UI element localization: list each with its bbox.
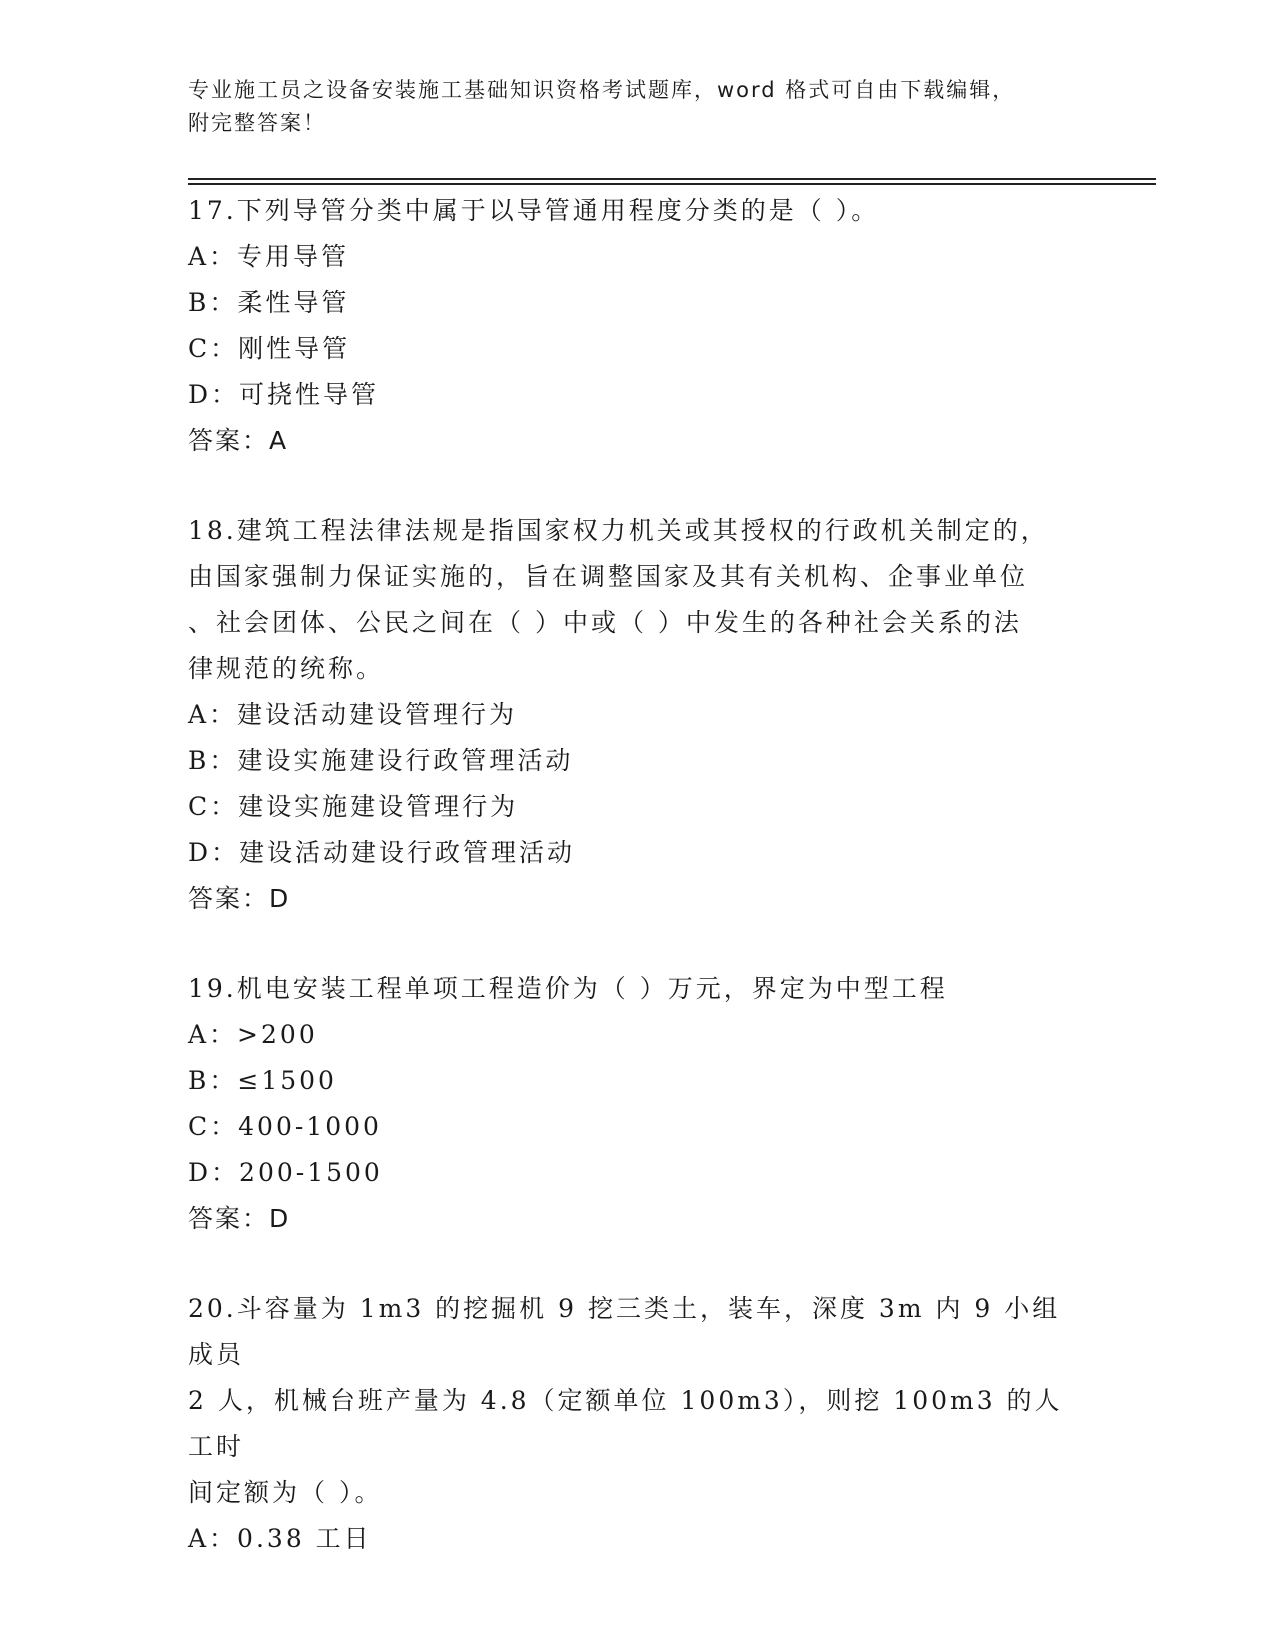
option-a: A：>200 xyxy=(188,1020,318,1049)
document-header xyxy=(188,74,1068,140)
question-text-line: 19.机电安装工程单项工程造价为（ ）万元，界定为中型工程 xyxy=(188,974,948,1003)
answer-line xyxy=(188,418,1088,464)
question-17 xyxy=(188,188,1088,464)
option-b: B：≤1500 xyxy=(188,1066,337,1095)
option-d: D：200-1500 xyxy=(188,1158,383,1187)
answer-value: A xyxy=(269,426,290,455)
answer-label: 答案： xyxy=(188,426,270,455)
question-20 xyxy=(188,1286,1088,1562)
option-b: B：建设实施建设行政管理活动 xyxy=(188,746,574,775)
answer-value: D xyxy=(269,884,292,913)
option-a: A：建设活动建设管理行为 xyxy=(188,700,518,729)
answer-label: 答案： xyxy=(188,884,270,913)
answer-line xyxy=(188,1196,1088,1242)
question-list xyxy=(188,188,1088,1562)
option-c: C：400-1000 xyxy=(188,1112,382,1141)
header-line-2: 附完整答案！ xyxy=(188,111,326,135)
option-c: C：刚性导管 xyxy=(188,334,351,363)
option-c: C：建设实施建设管理行为 xyxy=(188,792,519,821)
question-text-line: 、社会团体、公民之间在（ ）中或（ ）中发生的各种社会关系的法 xyxy=(188,608,1022,637)
header-rule-top xyxy=(188,178,1156,180)
option-d: D：可挠性导管 xyxy=(188,380,380,409)
question-19 xyxy=(188,966,1088,1242)
header-rule-bottom xyxy=(188,183,1156,185)
question-text-line: 律规范的统称。 xyxy=(188,654,385,683)
option-a: A：专用导管 xyxy=(188,242,350,271)
question-text-line: 2 人，机械台班产量为 4.8（定额单位 100m3），则挖 100m3 的人工时 xyxy=(188,1386,1063,1461)
question-text-line: 18.建筑工程法律法规是指国家权力机关或其授权的行政机关制定的， xyxy=(188,516,1049,545)
question-text-line: 由国家强制力保证实施的，旨在调整国家及其有关机构、企事业单位 xyxy=(188,562,1029,591)
option-a: A：0.38 工日 xyxy=(188,1524,372,1553)
header-line-1: 专业施工员之设备安装施工基础知识资格考试题库，word 格式可自由下载编辑， xyxy=(188,78,1016,102)
question-text-line: 间定额为（ ）。 xyxy=(188,1478,383,1507)
question-text-line: 20.斗容量为 1m3 的挖掘机 9 挖三类土，装车，深度 3m 内 9 小组成员 xyxy=(188,1294,1061,1369)
option-d: D：建设活动建设行政管理活动 xyxy=(188,838,576,867)
question-text-line: 17.下列导管分类中属于以导管通用程度分类的是（ ）。 xyxy=(188,196,880,225)
answer-line xyxy=(188,876,1088,922)
answer-label: 答案： xyxy=(188,1204,270,1233)
question-18 xyxy=(188,508,1088,922)
option-b: B：柔性导管 xyxy=(188,288,350,317)
answer-value: D xyxy=(269,1204,292,1233)
